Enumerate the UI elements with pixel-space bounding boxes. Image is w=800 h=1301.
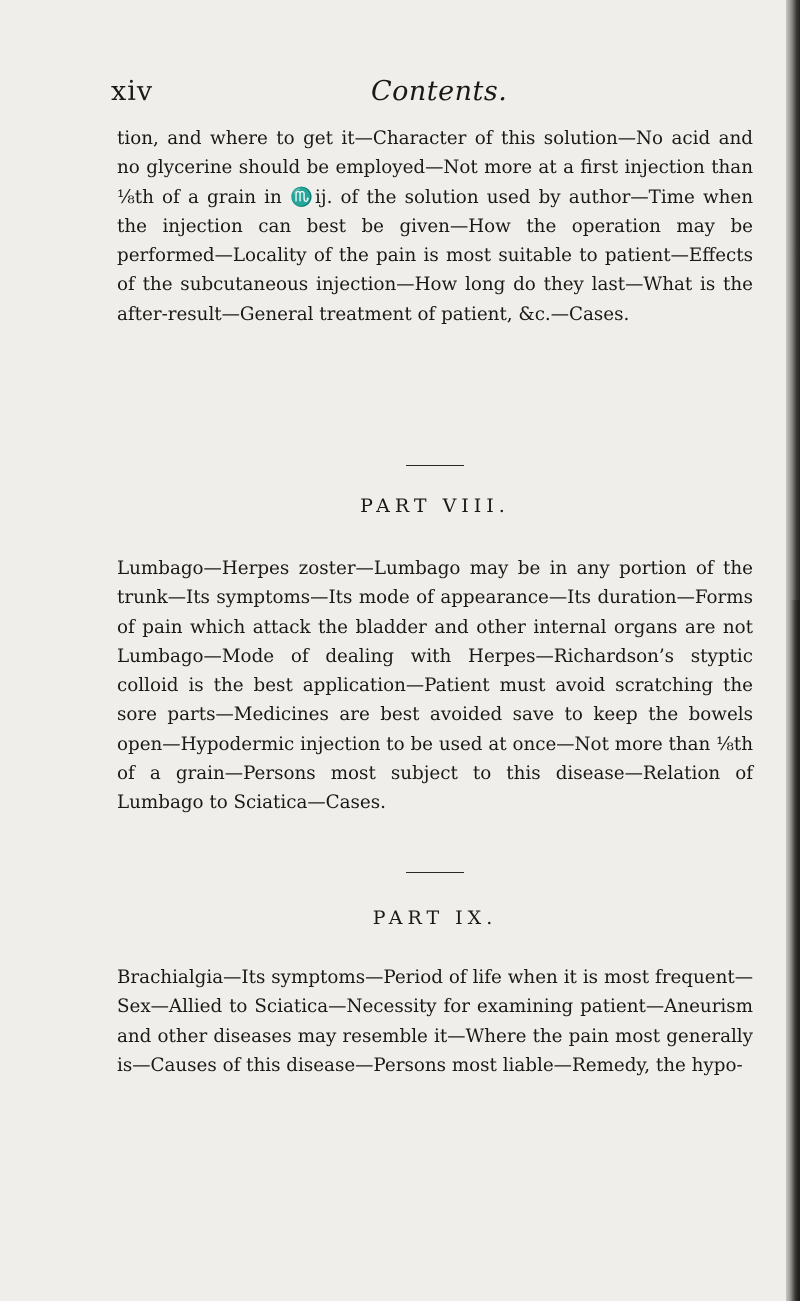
running-header [111, 76, 751, 116]
page-number: xiv [111, 76, 154, 107]
page-edge-dark-band [790, 600, 800, 1301]
part-viii-heading: PART VIII. [360, 495, 510, 517]
section-divider-rule [406, 465, 464, 466]
section-divider-rule [406, 872, 464, 873]
contents-paragraph-part-vii-continued: tion, and where to get it—Character of this solution—No acid and no glycerine should be employed—Not more at a first injection than ⅛th of a grain in ♏ij. of the solution used by author—Time when the injection can best be given—How the operation may be performed—Locality of the pain is most suitable to patient—Effects of the subcutaneous injection—How long do they last—What is the after-result—General treatment of patient, &c.—Cases. [117, 128, 753, 325]
part-ix-heading: PART IX. [372, 907, 498, 929]
contents-paragraph-part-ix: Brachialgia—Its symptoms—Period of life when it is most frequent—Sex—Allied to Sciatica—Necessity for examining patient—Aneurism and other diseases may resemble it—Where the pain most generally is—Causes of this disease—Persons most liable—Remedy, the hypo- [117, 967, 753, 1076]
contents-paragraph-part-viii: Lumbago—Herpes zoster—Lumbago may be in any portion of the trunk—Its symptoms—Its mode of appearance—Its duration—Forms of pain which attack the bladder and other internal organs are not Lumbago—Mode of dealing with Herpes—Richardson’s styptic colloid is the best application—Patient must avoid scratching the sore parts—Medicines are best avoided save to keep the bowels open—Hypodermic injection to be used at once—Not more than ⅛th of a grain—Persons most subject to this disease—Relation of Lumbago to Sciatica—Cases. [117, 558, 753, 814]
running-title: Contents. [371, 76, 508, 107]
